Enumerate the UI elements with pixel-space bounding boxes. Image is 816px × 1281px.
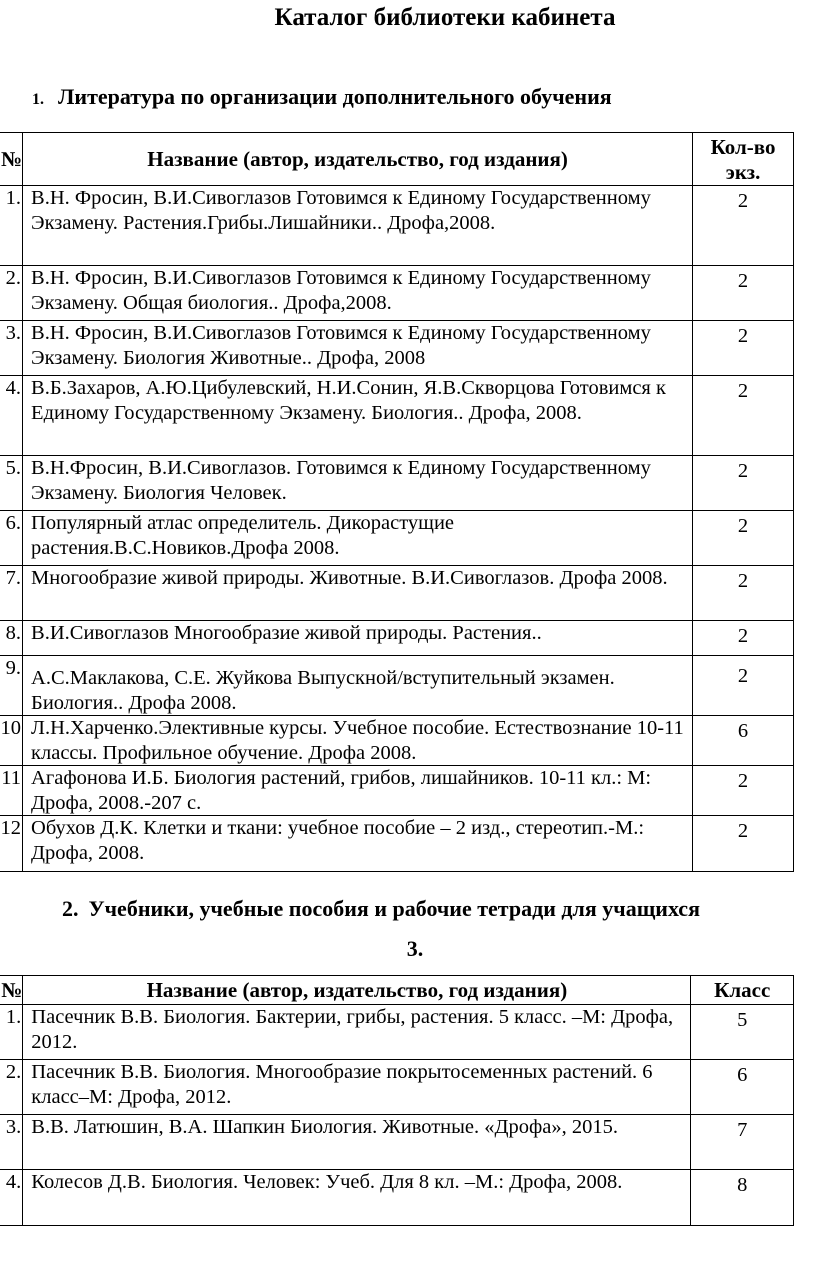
row-number: 6. <box>0 511 23 566</box>
row-title: В.Н. Фросин, В.И.Сивоглазов Готовимся к Единому Государственному Экзамену. Биология Животные.. Дрофа, 2008 <box>23 321 693 376</box>
table-row <box>0 621 794 656</box>
row-quantity: 6 <box>693 716 794 766</box>
row-quantity: 2 <box>693 511 794 566</box>
section-1-title: Литература по организации дополнительного обучения <box>58 84 612 109</box>
col-header-name: Название (автор, издательство, год издания) <box>23 976 691 1005</box>
row-quantity: 2 <box>693 456 794 511</box>
row-number: 1. <box>0 1005 23 1060</box>
row-grade: 8 <box>691 1170 794 1226</box>
table-row <box>0 186 794 266</box>
table-row <box>0 321 794 376</box>
row-number: 5. <box>0 456 23 511</box>
table-row <box>0 566 794 621</box>
row-title: Колесов Д.В. Биология. Человек: Учеб. Для 8 кл. –М.: Дрофа, 2008. <box>23 1170 691 1226</box>
table-row <box>0 1115 794 1170</box>
col-header-name: Название (автор, издательство, год издания) <box>23 133 693 186</box>
row-quantity: 2 <box>693 321 794 376</box>
literature-table-header <box>0 133 794 186</box>
row-number: 7. <box>0 566 23 621</box>
row-title: В.Н.Фросин, В.И.Сивоглазов. Готовимся к Единому Государственному Экзамену. Биология Человек. <box>23 456 693 511</box>
table-row <box>0 1060 794 1115</box>
row-title: Обухов Д.К. Клетки и ткани: учебное пособие – 2 изд., стереотип.-М.: Дрофа, 2008. <box>23 816 693 872</box>
section-2-heading <box>62 896 700 922</box>
row-number: 4. <box>0 376 23 456</box>
row-number: 11 <box>0 766 23 816</box>
row-quantity: 2 <box>693 376 794 456</box>
section-3-heading: 3. <box>406 936 424 961</box>
table-row <box>0 456 794 511</box>
table-row <box>0 816 794 872</box>
row-quantity: 2 <box>693 186 794 266</box>
row-quantity: 2 <box>693 266 794 321</box>
textbooks-table <box>0 975 794 1226</box>
row-title: В.Н. Фросин, В.И.Сивоглазов Готовимся к Единому Государственному Экзамену. Общая биология.. Дрофа,2008. <box>23 266 693 321</box>
col-header-num: № <box>0 976 23 1005</box>
row-title: В.Б.Захаров, А.Ю.Цибулевский, Н.И.Сонин, Я.В.Скворцова Готовимся к Единому Государственному Экзамену. Биология.. Дрофа, 2008. <box>23 376 693 456</box>
row-title: Пасечник В.В. Биология. Многообразие покрытосеменных растений. 6 класс–М: Дрофа, 2012. <box>23 1060 691 1115</box>
row-grade: 7 <box>691 1115 794 1170</box>
col-header-qty <box>693 133 794 186</box>
col-header-qty-line1: Кол-во <box>710 135 776 159</box>
table-row <box>0 656 794 716</box>
col-header-num: № <box>0 133 23 186</box>
section-2-number: 2. <box>62 896 79 921</box>
page-title: Каталог библиотеки кабинета <box>274 4 616 31</box>
row-number: 1. <box>0 186 23 266</box>
table-row <box>0 716 794 766</box>
section-1-heading <box>32 84 612 110</box>
row-quantity: 2 <box>693 656 794 716</box>
textbooks-table-header <box>0 976 794 1005</box>
row-quantity: 2 <box>693 766 794 816</box>
row-number: 2. <box>0 1060 23 1115</box>
col-header-qty-line2: экз. <box>725 160 761 184</box>
row-grade: 6 <box>691 1060 794 1115</box>
table-row <box>0 766 794 816</box>
row-number: 8. <box>0 621 23 656</box>
row-quantity: 2 <box>693 816 794 872</box>
table-row <box>0 266 794 321</box>
row-grade: 5 <box>691 1005 794 1060</box>
table-row <box>0 511 794 566</box>
table-row <box>0 1005 794 1060</box>
row-title: Многообразие живой природы. Животные. В.И.Сивоглазов. Дрофа 2008. <box>23 566 693 621</box>
row-title: В.В. Латюшин, В.А. Шапкин Биология. Животные. «Дрофа», 2015. <box>23 1115 691 1170</box>
row-title: Л.Н.Харченко.Элективные курсы. Учебное пособие. Естествознание 10-11 классы. Профильное обучение. Дрофа 2008. <box>23 716 693 766</box>
row-number: 2. <box>0 266 23 321</box>
row-number: 9. <box>0 656 23 716</box>
literature-table <box>0 132 794 872</box>
row-number: 4. <box>0 1170 23 1226</box>
col-header-grade: Класс <box>691 976 794 1005</box>
section-1-number: 1. <box>32 91 44 108</box>
row-title: Пасечник В.В. Биология. Бактерии, грибы, растения. 5 класс. –М: Дрофа, 2012. <box>23 1005 691 1060</box>
row-title: Агафонова И.Б. Биология растений, грибов, лишайников. 10-11 кл.: М: Дрофа, 2008.-207 с. <box>23 766 693 816</box>
row-quantity: 2 <box>693 566 794 621</box>
row-title: В.И.Сивоглазов Многообразие живой природы. Растения.. <box>23 621 693 656</box>
row-number: 10 <box>0 716 23 766</box>
row-title: В.Н. Фросин, В.И.Сивоглазов Готовимся к Единому Государственному Экзамену. Растения.Грибы.Лишайники.. Дрофа,2008. <box>23 186 693 266</box>
row-title: Популярный атлас определитель. Дикорастущие растения.В.С.Новиков.Дрофа 2008. <box>23 511 693 566</box>
row-number: 3. <box>0 321 23 376</box>
table-row <box>0 1170 794 1226</box>
table-row <box>0 376 794 456</box>
row-title: А.С.Маклакова, С.Е. Жуйкова Выпускной/вступительный экзамен. Биология.. Дрофа 2008. <box>23 656 693 716</box>
row-number: 3. <box>0 1115 23 1170</box>
row-quantity: 2 <box>693 621 794 656</box>
row-number: 12 <box>0 816 23 872</box>
section-2-title: Учебники, учебные пособия и рабочие тетради для учащихся <box>88 896 700 921</box>
